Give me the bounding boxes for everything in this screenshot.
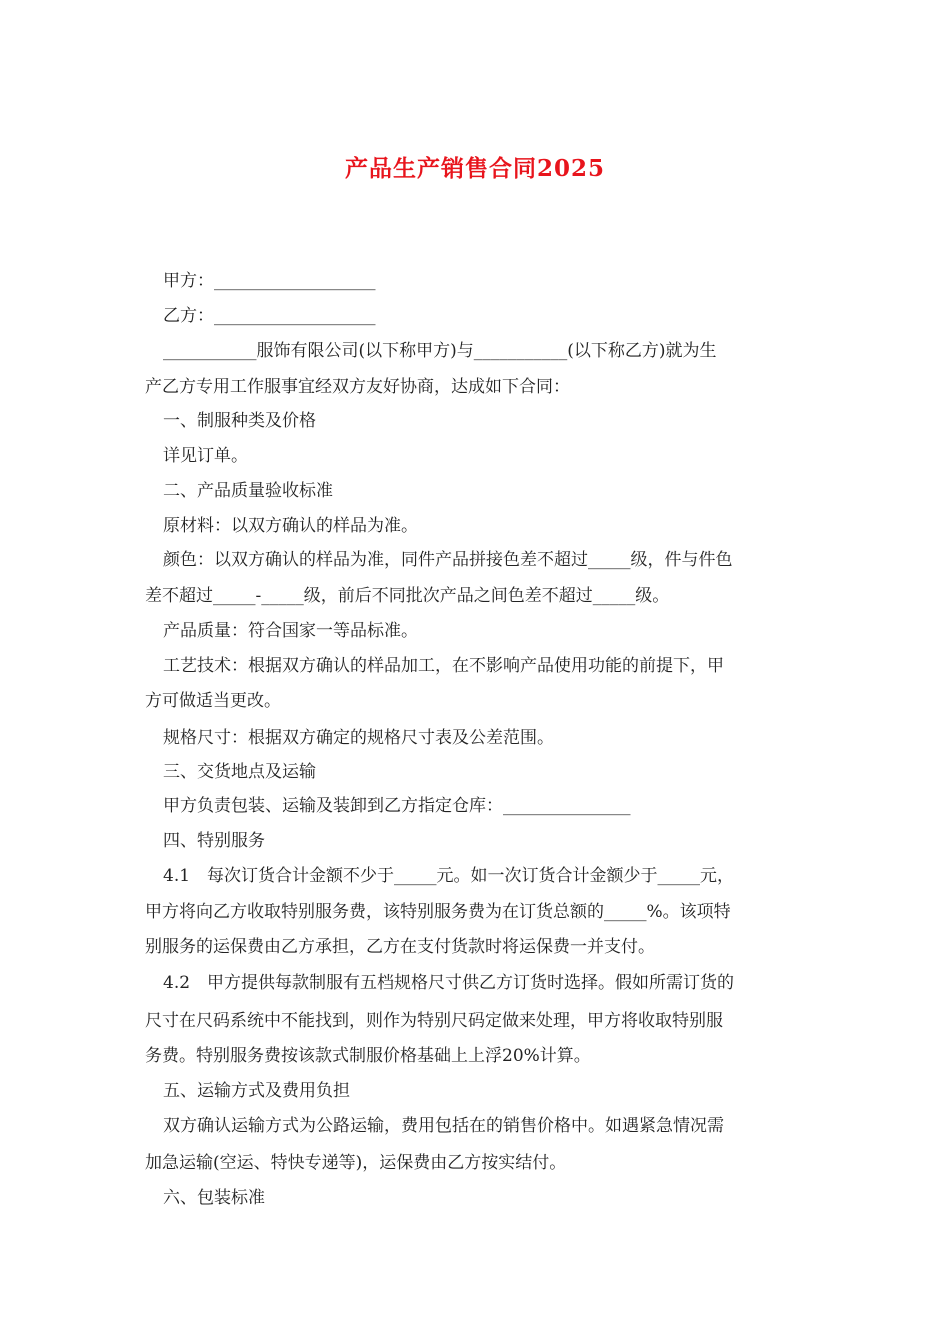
party-b-line: 乙方：___________________: [163, 306, 376, 326]
section-heading: 一、制服种类及价格: [163, 411, 316, 431]
party-a-line: 甲方：___________________: [163, 271, 376, 291]
paragraph-line: 双方确认运输方式为公路运输，费用包括在的销售价格中。如遇紧急情况需: [163, 1116, 724, 1136]
paragraph-line: 详见订单。: [163, 446, 248, 466]
paragraph-line: 规格尺寸：根据双方确定的规格尺寸表及公差范围。: [163, 728, 554, 748]
paragraph-line: 产品质量：符合国家一等品标准。: [163, 621, 418, 641]
paragraph-line: 方可做适当更改。: [145, 691, 281, 711]
paragraph-line: 4.1 每次订货合计金额不少于_____元。如一次订货合计金额少于_____元，: [163, 866, 735, 886]
paragraph-line: 差不超过_____-_____级，前后不同批次产品之间色差不超过_____级。: [145, 586, 670, 606]
paragraph-line: 工艺技术：根据双方确认的样品加工，在不影响产品使用功能的前提下，甲: [163, 656, 724, 676]
paragraph-line: 颜色：以双方确认的样品为准，同件产品拼接色差不超过_____级，件与件色: [163, 550, 733, 570]
section-heading: 四、特别服务: [163, 831, 265, 851]
paragraph-line: 甲方将向乙方收取特别服务费，该特别服务费为在订货总额的_____%。该项特: [145, 902, 731, 922]
section-heading: 五、运输方式及费用负担: [163, 1081, 350, 1101]
paragraph-line: 产乙方专用工作服事宜经双方友好协商，达成如下合同：: [145, 377, 570, 397]
paragraph-line: ___________服饰有限公司(以下称甲方)与___________(以下称乙方)就为生: [163, 341, 717, 361]
section-heading: 三、交货地点及运输: [163, 762, 316, 782]
section-heading: 二、产品质量验收标准: [163, 481, 333, 501]
paragraph-line: 加急运输(空运、特快专递等)，运保费由乙方按实结付。: [145, 1153, 567, 1173]
paragraph-line: 甲方负责包装、运输及装卸到乙方指定仓库：_______________: [163, 796, 631, 816]
paragraph-line: 原材料：以双方确认的样品为准。: [163, 516, 418, 536]
paragraph-line: 尺寸在尺码系统中不能找到，则作为特别尺码定做来处理，甲方将收取特别服: [145, 1011, 723, 1031]
paragraph-line: 务费。特别服务费按该款式制服价格基础上上浮20%计算。: [145, 1046, 591, 1066]
paragraph-line: 别服务的运保费由乙方承担，乙方在支付货款时将运保费一并支付。: [145, 937, 655, 957]
document-title: 产品生产销售合同2025: [344, 155, 605, 182]
section-heading: 六、包装标准: [163, 1188, 265, 1208]
paragraph-line: 4.2 甲方提供每款制服有五档规格尺寸供乙方订货时选择。假如所需订货的: [163, 973, 735, 993]
